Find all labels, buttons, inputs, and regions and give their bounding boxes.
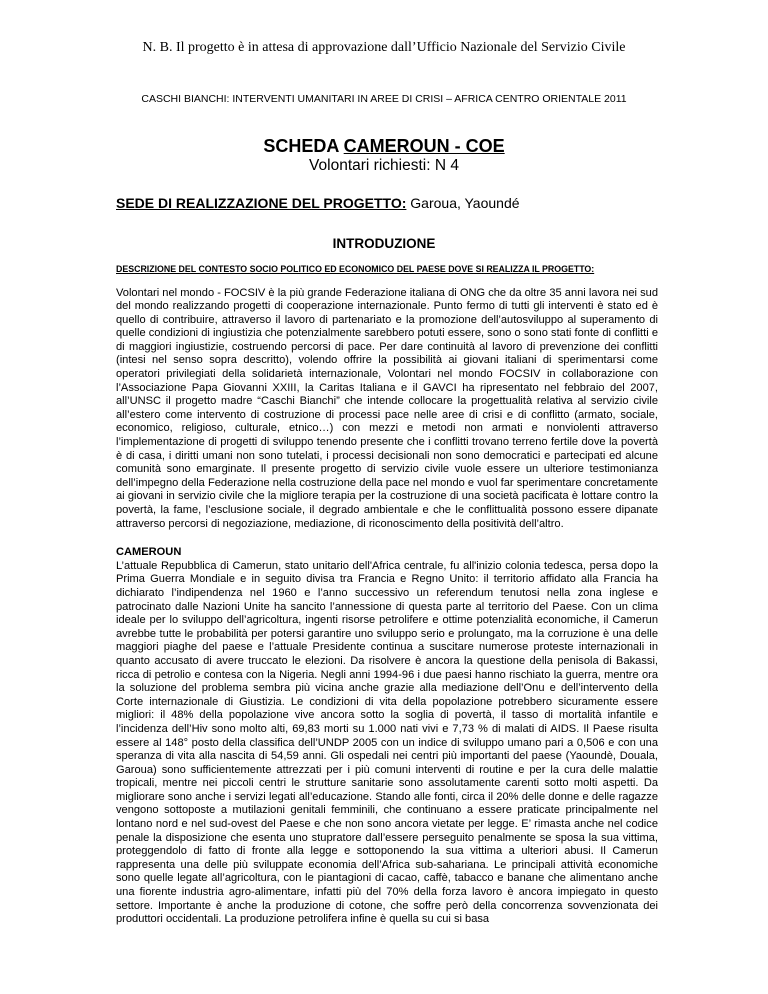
title-block [0,136,768,175]
project-location-value: Garoua, Yaoundé [406,195,520,211]
paragraph-cameroun: L’attuale Repubblica di Camerun, stato unitario dell'Africa centrale, fu all'inizio colonia tedesca, persa dopo la Prima Guerra Mondiale e in seguito divisa tra Francia e Regno Unito: il territorio affidato alla Francia ha dichiarato l’indipendenza nel 1960 e l’anno successivo un referendum tenutosi nella zona inglese e patrocinato dalle Nazioni Unite ha sancito l’annessione di questa parte al territorio del Paese. Con un clima ideale per lo sviluppo dell’agricoltura, ingenti risorse petrolifere e ottime potenzialità economiche, il Camerun avrebbe tutte le probabilità per potersi garantire uno sviluppo serio e prolungato, ma la corruzione è una delle maggiori piaghe del paese e l’attuale Presidente continua a suscitare numerose proteste internazionali in quanto accusato di avere truccato le elezioni. Da risolvere è ancora la questione della penisola di Bakassi, ricca di petrolio e contesa con la Nigeria. Negli anni 1994-96 i due paesi hanno rischiato la guerra, mentre ora la soluzione del problema sembra più vicina anche grazie alla mediazione dell’Onu e dell’intervento della Corte internazionale di Giustizia. Le condizioni di vita della popolazione potrebbero sicuramente essere migliori: il 48% della popolazione vive ancora sotto la soglia di povertà, il tasso di mortalità infantile e l’incidenza dell’Hiv sono molto alti, 69,83 morti su 1.000 nati vivi e 7,73 % di malati di AIDS. Il Paese risulta essere al 148° posto della classifica dell’UNDP 2005 con un indice di sviluppo umano pari a 0,506 e con una speranza di vita alla nascita di 54,59 anni. Gli ospedali nei centri più importanti del paese (Yaoundè, Douala, Garoua) sono sufficientemente attrezzati per i più comuni interventi di routine e per la cura delle malattie tropicali, mentre nei piccoli centri le strutture sanitarie sono assolutamente carenti sotto molti aspetti. Da migliorare sono anche i servizi legati all’educazione. Stando alle fonti, circa il 20% delle donne e delle ragazze vengono sottoposte a mutilazioni genitali femminili, che continuano a essere praticate principalmente nel lontano nord e nel sud-ovest del Paese e che non sono ancora vietate per legge. E’ rimasta anche nel codice penale la disposizione che esenta uno stupratore dall’essere perseguito penalmente se sposa la sua vittima, proteggendolo di fatto di fronte alla legge e sottoponendo la sua vittima a ulteriori abusi. Il Camerun rappresenta una delle più sviluppate economia dell’Africa sub-sahariana. Le principali attività economiche sono quelle legate all’agricoltura, con le piantagioni di cacao, caffè, tabacco e banane che alimentano anche una fiorente industria agro-alimentare, infatti più del 70% della forza lavoro è ancora impiegato in questo settore. Importante è anche la produzione di cotone, che soffre però della concorrenza sovvenzionata dei produttori occidentali. La produzione petrolifera infine è quella su cui si basa [116,559,658,926]
volunteers-requested: Volontari richiesti: N 4 [309,157,459,174]
project-location-label: SEDE DI REALIZZAZIONE DEL PROGETTO: [116,195,407,211]
approval-note: N. B. Il progetto è in attesa di approvazione dall’Ufficio Nazionale del Servizio Civile [142,40,626,55]
project-location [116,195,520,211]
paragraph-focsiv: Volontari nel mondo - FOCSIV è la più grande Federazione italiana di ONG che da oltre 35 anni lavora nei sud del mondo realizzando progetti di cooperazione internazionale. Punto fermo di tutti gli interventi è stato ed è quello di contribuire, attraverso il lavoro di partenariato e la promozione dell’autosviluppo al superamento di quelle condizioni di ingiustizia che potenzialmente sarebbero potuti essere, sono o sono stati fonte di conflitti e di maggiori ingiustizie, costruendo percorsi di pace. Per dare continuità al lavoro di prevenzione dei conflitti (intesi nel senso sopra descritto), volendo offrire la possibilità ai giovani italiani di sperimentarsi come operatori privilegiati della solidarietà internazionale, Volontari nel mondo FOCSIV in collaborazione con l’Associazione Papa Giovanni XXIII, la Caritas Italiana e il GAVCI ha ripresentato nel febbraio del 2007, all’UNSC il progetto madre “Caschi Bianchi” che intende collocare la progettualità relativa al servizio civile all’estero come intervento di costruzione di processi pace nelle aree di crisi e di conflitto (armato, sociale, economico, religioso, culturale, etnico…) con mezzi e metodi non armati e nonviolenti attraverso l’implementazione di progetti di sviluppo tenendo presente che i conflitti trovano terreno fertile dove la povertà è di casa, i diritti umani non sono tutelati, i processi decisionali non sono democratici e partecipati ed alcune comunità sono emarginate. Il presente progetto di servizio civile vuole essere un ulteriore testimonianza dell’impegno della Federazione nella costruzione della pace nel mondo e vuol far sperimentare concretamente ai giovani in servizio civile che la migliore terapia per la costruzione di una società pacificata è lottare contro la povertà, la fame, l’esclusione sociale, il degrado ambientale e che le conflittualità possono essere dipanate attraverso percorsi di negoziazione, mediazione, di riconoscimento della positività dell’altro. [116,286,658,530]
context-heading: DESCRIZIONE DEL CONTESTO SOCIO POLITICO ED ECONOMICO DEL PAESE DOVE SI REALIZZA IL PROGETTO: [116,264,595,274]
title-country: CAMEROUN - COE [343,136,505,156]
title-prefix: SCHEDA [263,136,344,156]
body-text [116,264,658,927]
page-title [0,136,768,156]
cameroun-heading: CAMEROUN [116,546,182,559]
project-subheading: CASCHI BIANCHI: INTERVENTI UMANITARI IN AREE DI CRISI – AFRICA CENTRO ORIENTALE 2011 [141,93,627,105]
intro-heading: INTRODUZIONE [332,236,436,251]
